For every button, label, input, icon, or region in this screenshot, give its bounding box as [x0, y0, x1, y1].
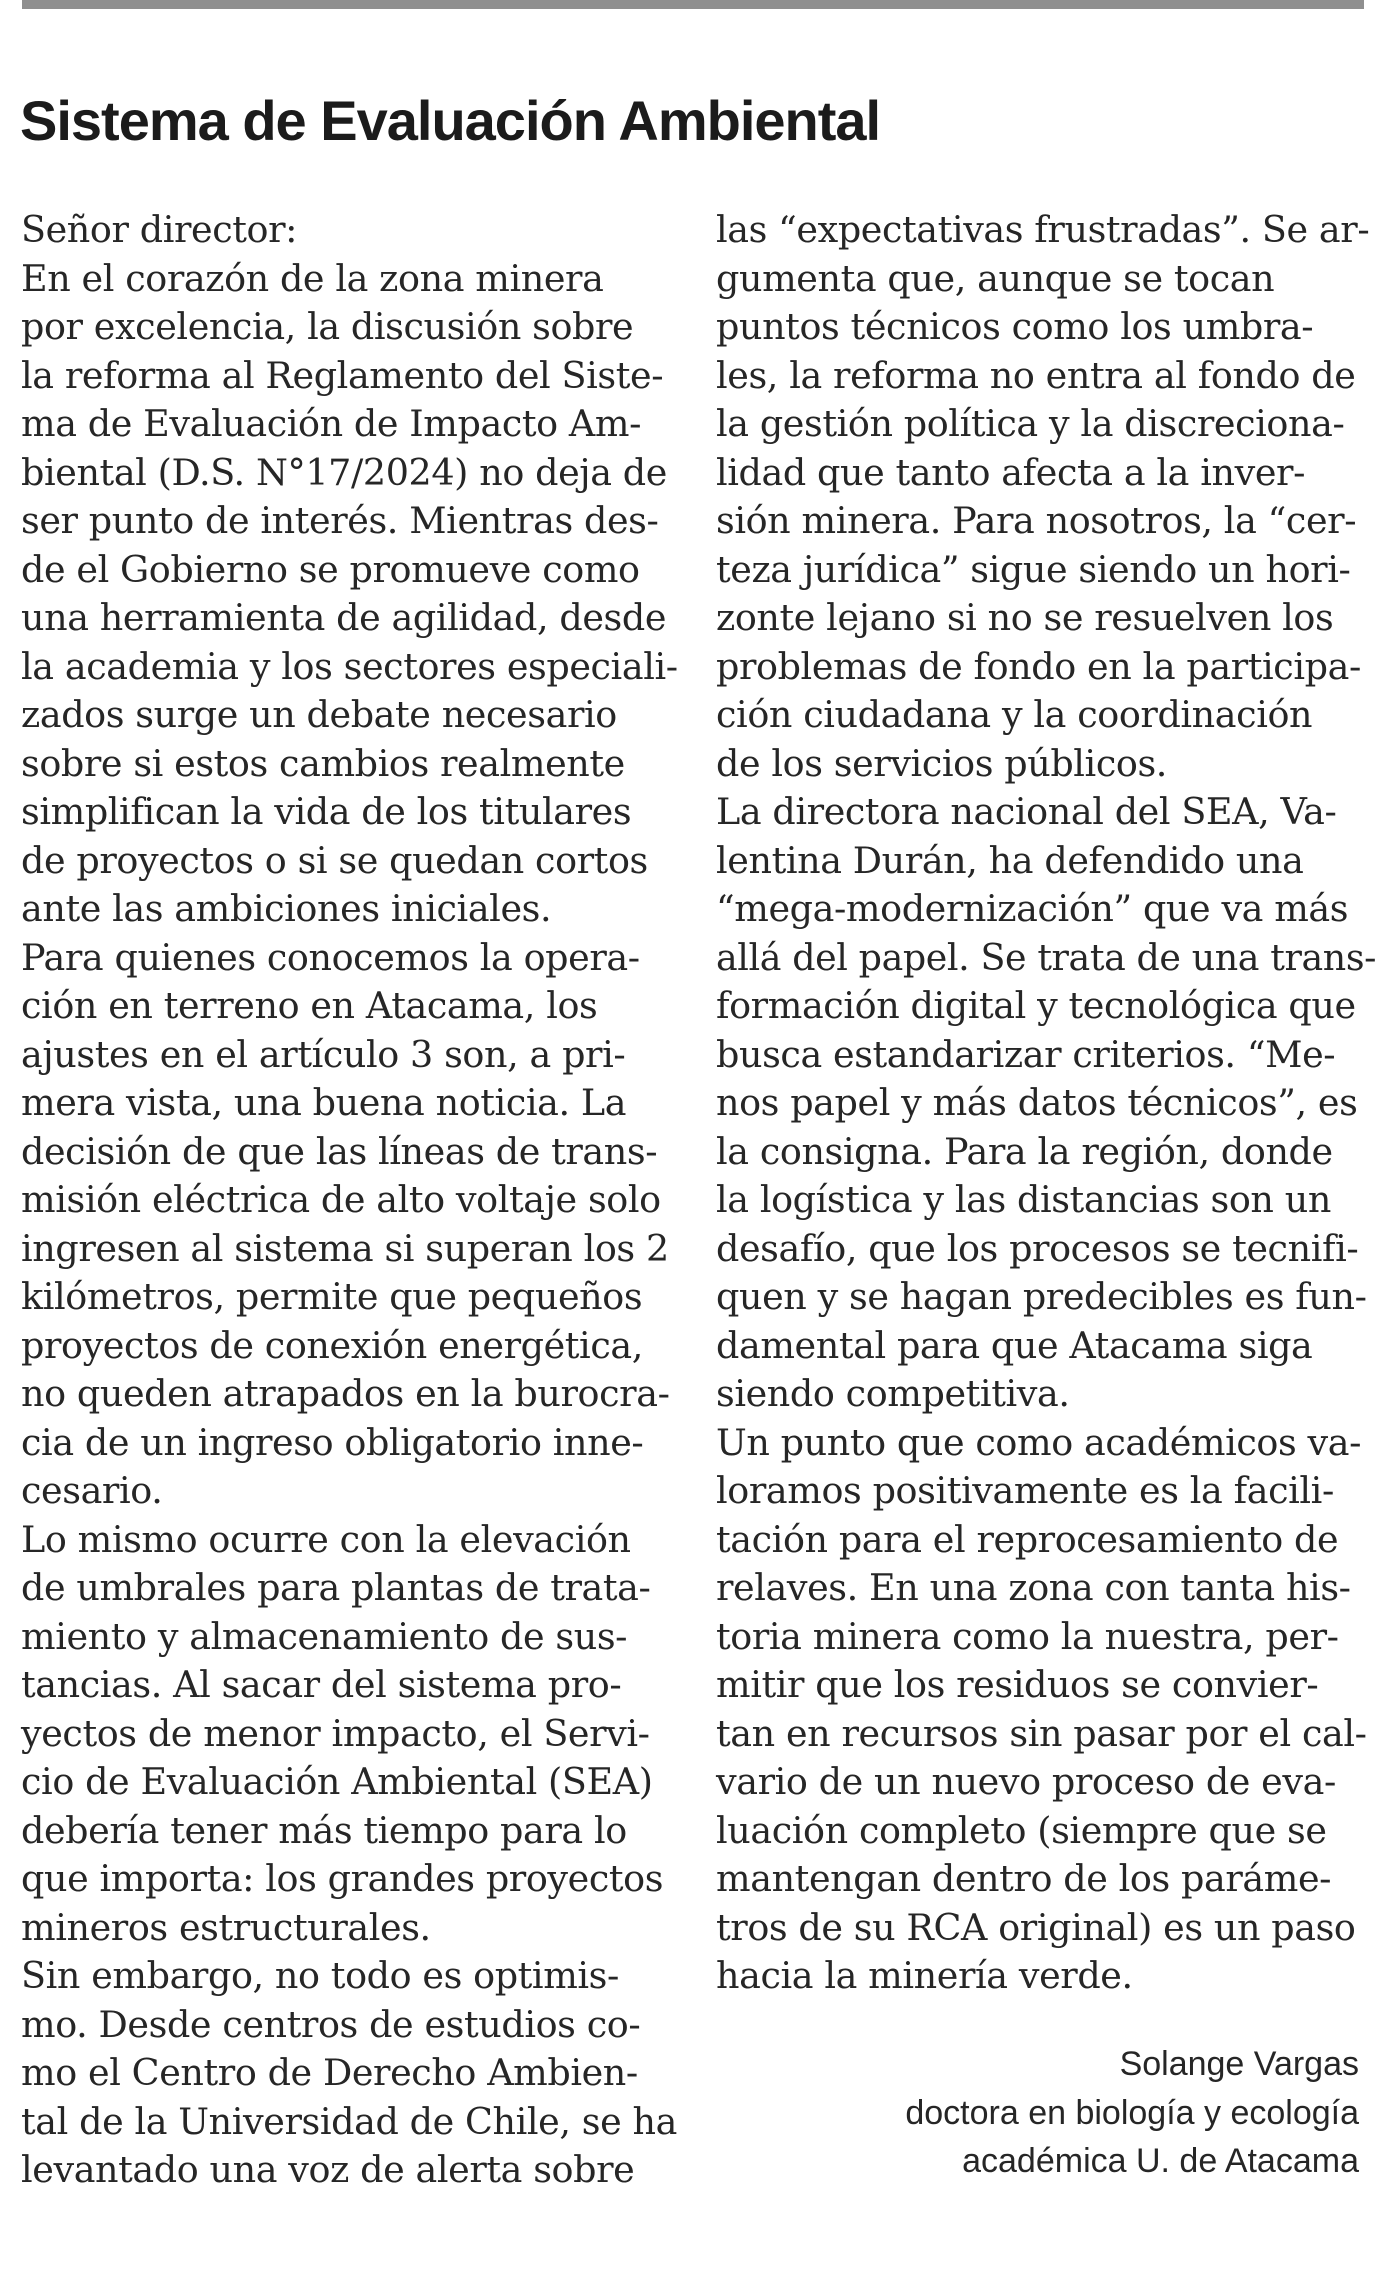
text-line: sión minera. Para nosotros, la “cer-: [716, 499, 1357, 542]
text-line: ingresen al sistema si superan los 2: [21, 1226, 669, 1270]
text-line: la consigna. Para la región, donde: [716, 1129, 1333, 1173]
text-line: damental para que Atacama siga: [716, 1323, 1313, 1367]
text-line: teza jurídica” sigue siendo un hori-: [716, 547, 1351, 591]
text-line: nos papel y más datos técnicos”, es: [716, 1081, 1358, 1124]
text-line: las “expectativas frustradas”. Se ar-: [716, 208, 1370, 251]
text-line: de umbrales para plantas de trata-: [21, 1566, 651, 1609]
article-headline: Sistema de Evaluación Ambiental: [20, 89, 881, 152]
text-line: mo. Desde centros de estudios co-: [21, 2002, 641, 2046]
text-line: tan en recursos sin pasar por el cal-: [716, 1711, 1367, 1755]
text-line: Sin embargo, no todo es optimis-: [21, 1954, 619, 1997]
text-line: ción en terreno en Atacama, los: [21, 984, 598, 1027]
left-text-column: [21, 206, 681, 2195]
text-line: por excelencia, la discusión sobre: [21, 305, 634, 348]
text-line: tación para el reprocesamiento de: [716, 1517, 1339, 1561]
text-line: luación completo (siempre que se: [716, 1808, 1327, 1852]
text-line: no queden atrapados en la burocra-: [21, 1372, 670, 1415]
text-line: vario de un nuevo proceso de eva-: [716, 1760, 1336, 1803]
text-line: mitir que los residuos se convier-: [716, 1663, 1319, 1706]
text-line: les, la reforma no entra al fondo de: [716, 353, 1356, 397]
text-line: sobre si estos cambios realmente: [21, 741, 625, 785]
text-line: puntos técnicos como los umbra-: [716, 305, 1314, 348]
text-line: relaves. En una zona con tanta his-: [716, 1566, 1351, 1609]
text-line: “mega-modernización” que va más: [716, 887, 1349, 930]
top-divider-bar: [22, 0, 1364, 9]
text-line: busca estandarizar criterios. “Me-: [716, 1032, 1336, 1076]
text-line: zados surge un debate necesario: [21, 693, 617, 736]
text-line: cia de un ingreso obligatorio inne-: [21, 1420, 644, 1464]
text-line: una herramienta de agilidad, desde: [21, 596, 667, 639]
text-line: gumenta que, aunque se tocan: [716, 256, 1275, 300]
signature-block: [905, 2040, 1359, 2186]
text-line: Para quienes conocemos la opera-: [21, 935, 640, 979]
text-line: levantado una voz de alerta sobre: [21, 2148, 635, 2191]
text-line: la academia y los sectores especiali-: [21, 644, 678, 688]
text-line: Lo mismo ocurre con la elevación: [21, 1517, 631, 1561]
text-line: desafío, que los procesos se tecnifi-: [716, 1226, 1359, 1270]
text-line: quen y se hagan predecibles es fun-: [716, 1275, 1367, 1318]
author-name: Solange Vargas: [1119, 2045, 1359, 2083]
text-line: siendo competitiva.: [716, 1372, 1070, 1415]
text-line: ante las ambiciones iniciales.: [21, 887, 552, 930]
text-line: ma de Evaluación de Impacto Am-: [21, 402, 642, 445]
text-line: ajustes en el artículo 3 son, a pri-: [21, 1032, 626, 1076]
text-line: cesario.: [21, 1469, 163, 1512]
text-line: cio de Evaluación Ambiental (SEA): [21, 1760, 653, 1803]
text-line: mantengan dentro de los paráme-: [716, 1857, 1332, 1900]
text-line: la logística y las distancias son un: [716, 1178, 1331, 1221]
text-line: tal de la Universidad de Chile, se ha: [21, 2099, 677, 2143]
text-line: kilómetros, permite que pequeños: [21, 1275, 643, 1318]
author-title: doctora en biología y ecología: [905, 2093, 1359, 2132]
text-line: hacia la minería verde.: [716, 1954, 1133, 1997]
text-line: simplifican la vida de los titulares: [21, 790, 632, 833]
text-line: de el Gobierno se promueve como: [21, 547, 640, 591]
text-line: yectos de menor impacto, el Servi-: [21, 1711, 650, 1755]
text-line: debería tener más tiempo para lo: [21, 1808, 627, 1852]
text-line: allá del papel. Se trata de una trans-: [716, 935, 1377, 979]
text-line: miento y almacenamiento de sus-: [21, 1614, 628, 1658]
text-line: mineros estructurales.: [21, 1905, 431, 1949]
text-line: problemas de fondo en la participa-: [716, 644, 1361, 688]
text-line: En el corazón de la zona minera: [21, 256, 604, 300]
text-line: ser punto de interés. Mientras des-: [21, 499, 659, 542]
text-line: la reforma al Reglamento del Siste-: [21, 353, 664, 397]
text-line: Un punto que como académicos va-: [716, 1420, 1362, 1464]
text-line: La directora nacional del SEA, Va-: [716, 790, 1337, 833]
text-line: toria minera como la nuestra, per-: [716, 1614, 1339, 1658]
text-line: la gestión política y la discreciona-: [716, 402, 1345, 445]
text-line: lentina Durán, ha defendido una: [716, 838, 1304, 882]
text-line: de los servicios públicos.: [716, 741, 1167, 785]
text-line: zonte lejano si no se resuelven los: [716, 596, 1334, 639]
right-text-column: [716, 206, 1376, 2001]
text-line: mera vista, una buena noticia. La: [21, 1081, 627, 1124]
text-line: decisión de que las líneas de trans-: [21, 1129, 658, 1173]
text-line: tros de su RCA original) es un paso: [716, 1905, 1356, 1949]
author-affiliation: académica U. de Atacama: [962, 2142, 1359, 2180]
text-line: biental (D.S. N°17/2024) no deja de: [21, 450, 667, 494]
text-line: que importa: los grandes proyectos: [21, 1857, 664, 1900]
text-line: mo el Centro de Derecho Ambien-: [21, 2051, 638, 2094]
text-line: loramos positivamente es la facili-: [716, 1469, 1334, 1512]
text-line: proyectos de conexión energética,: [21, 1323, 643, 1367]
text-line: lidad que tanto afecta a la inver-: [716, 450, 1306, 494]
text-line: tancias. Al sacar del sistema pro-: [21, 1663, 622, 1706]
text-line: misión eléctrica de alto voltaje solo: [21, 1178, 661, 1221]
text-line: ción ciudadana y la coordinación: [716, 693, 1313, 736]
text-line: formación digital y tecnológica que: [716, 984, 1356, 1027]
text-line: de proyectos o si se quedan cortos: [21, 838, 648, 882]
text-line: Señor director:: [21, 208, 298, 251]
